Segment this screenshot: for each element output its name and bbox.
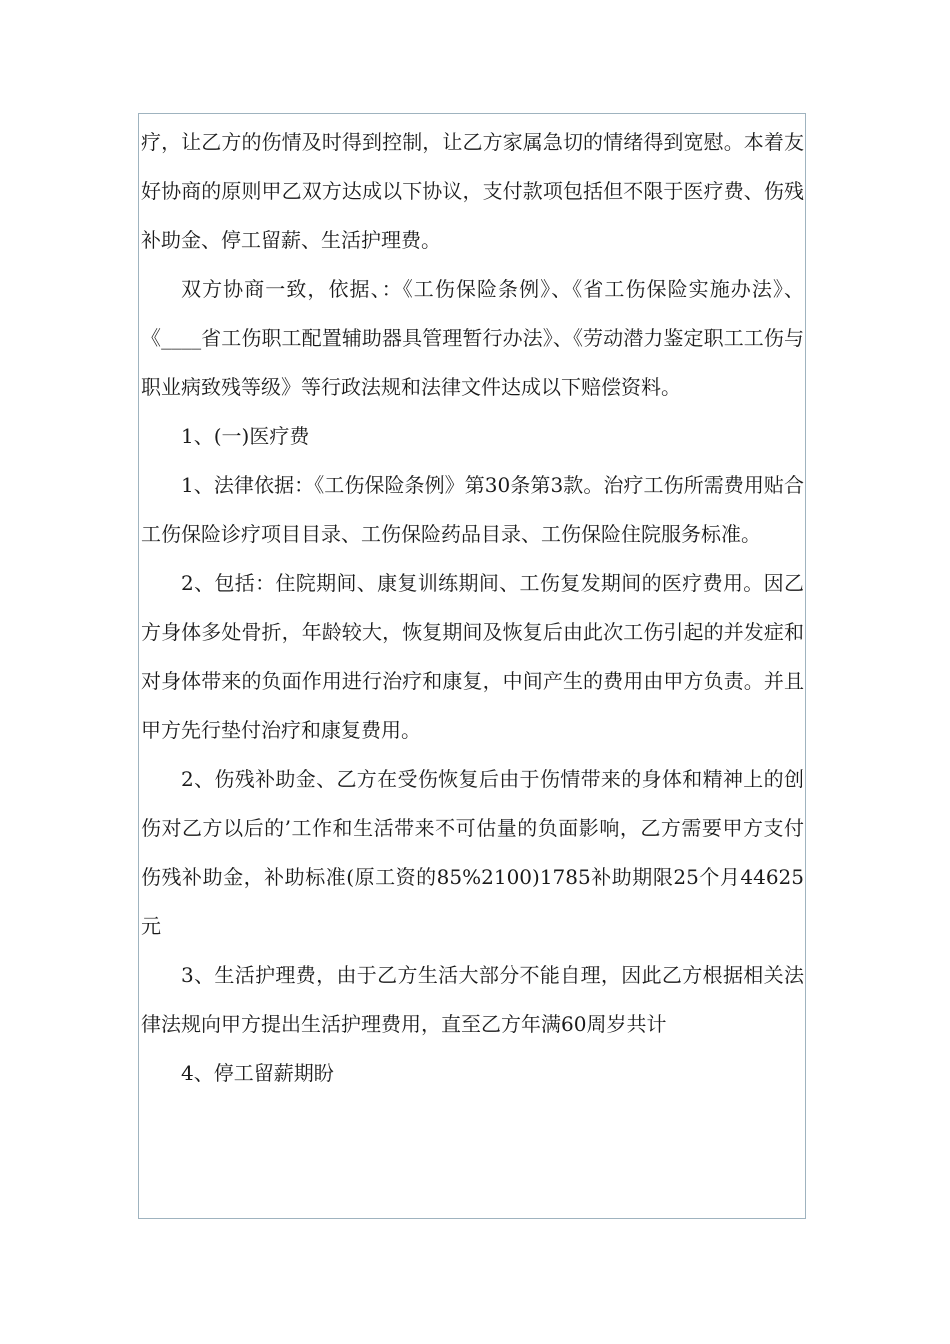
- heading-medical-fees: 1、(一)医疗费: [181, 424, 310, 448]
- paragraph-intro-continued: 疗，让乙方的伤情及时得到控制，让乙方家属急切的情绪得到宽慰。本着友好协商的原则甲乙双方达成以下协议，支付款项包括但不限于医疗费、伤残补助金、停工留薪、生活护理费。: [141, 130, 804, 252]
- paragraph-medical-legal-basis: 1、法律依据：《工伤保险条例》第30条第3款。治疗工伤所需费用贴合工伤保险诊疗项目目录、工伤保险药品目录、工伤保险住院服务标准。: [141, 473, 804, 546]
- paragraph-medical-scope: 2、包括：住院期间、康复训练期间、工伤复发期间的医疗费用。因乙方身体多处骨折，年龄较大，恢复期间及恢复后由此次工伤引起的并发症和对身体带来的负面作用进行治疗和康复，中间产生的费用由甲方负责。并且甲方先行垫付治疗和康复费用。: [141, 571, 804, 742]
- paragraph-living-care-fee: 3、生活护理费，由于乙方生活大部分不能自理，因此乙方根据相关法律法规向甲方提出生活护理费用，直至乙方年满60周岁共计: [141, 963, 804, 1036]
- heading-work-stoppage-pay: 4、停工留薪期盼: [181, 1061, 334, 1085]
- paragraph-legal-basis: 双方协商一致，依据、：《工伤保险条例》、《省工伤保险实施办法》、《____省工伤职工配置辅助器具管理暂行办法》、《劳动潜力鉴定职工工伤与职业病致残等级》等行政法规和法律文件达成以下赔偿资料。: [141, 277, 804, 399]
- document-body: [141, 118, 804, 1098]
- paragraph-disability-subsidy: 2、伤残补助金、乙方在受伤恢复后由于伤情带来的身体和精神上的创伤对乙方以后的’工作和生活带来不可估量的负面影响，乙方需要甲方支付伤残补助金，补助标准(原工资的85%2100)1785补助期限25个月44625元: [141, 767, 804, 938]
